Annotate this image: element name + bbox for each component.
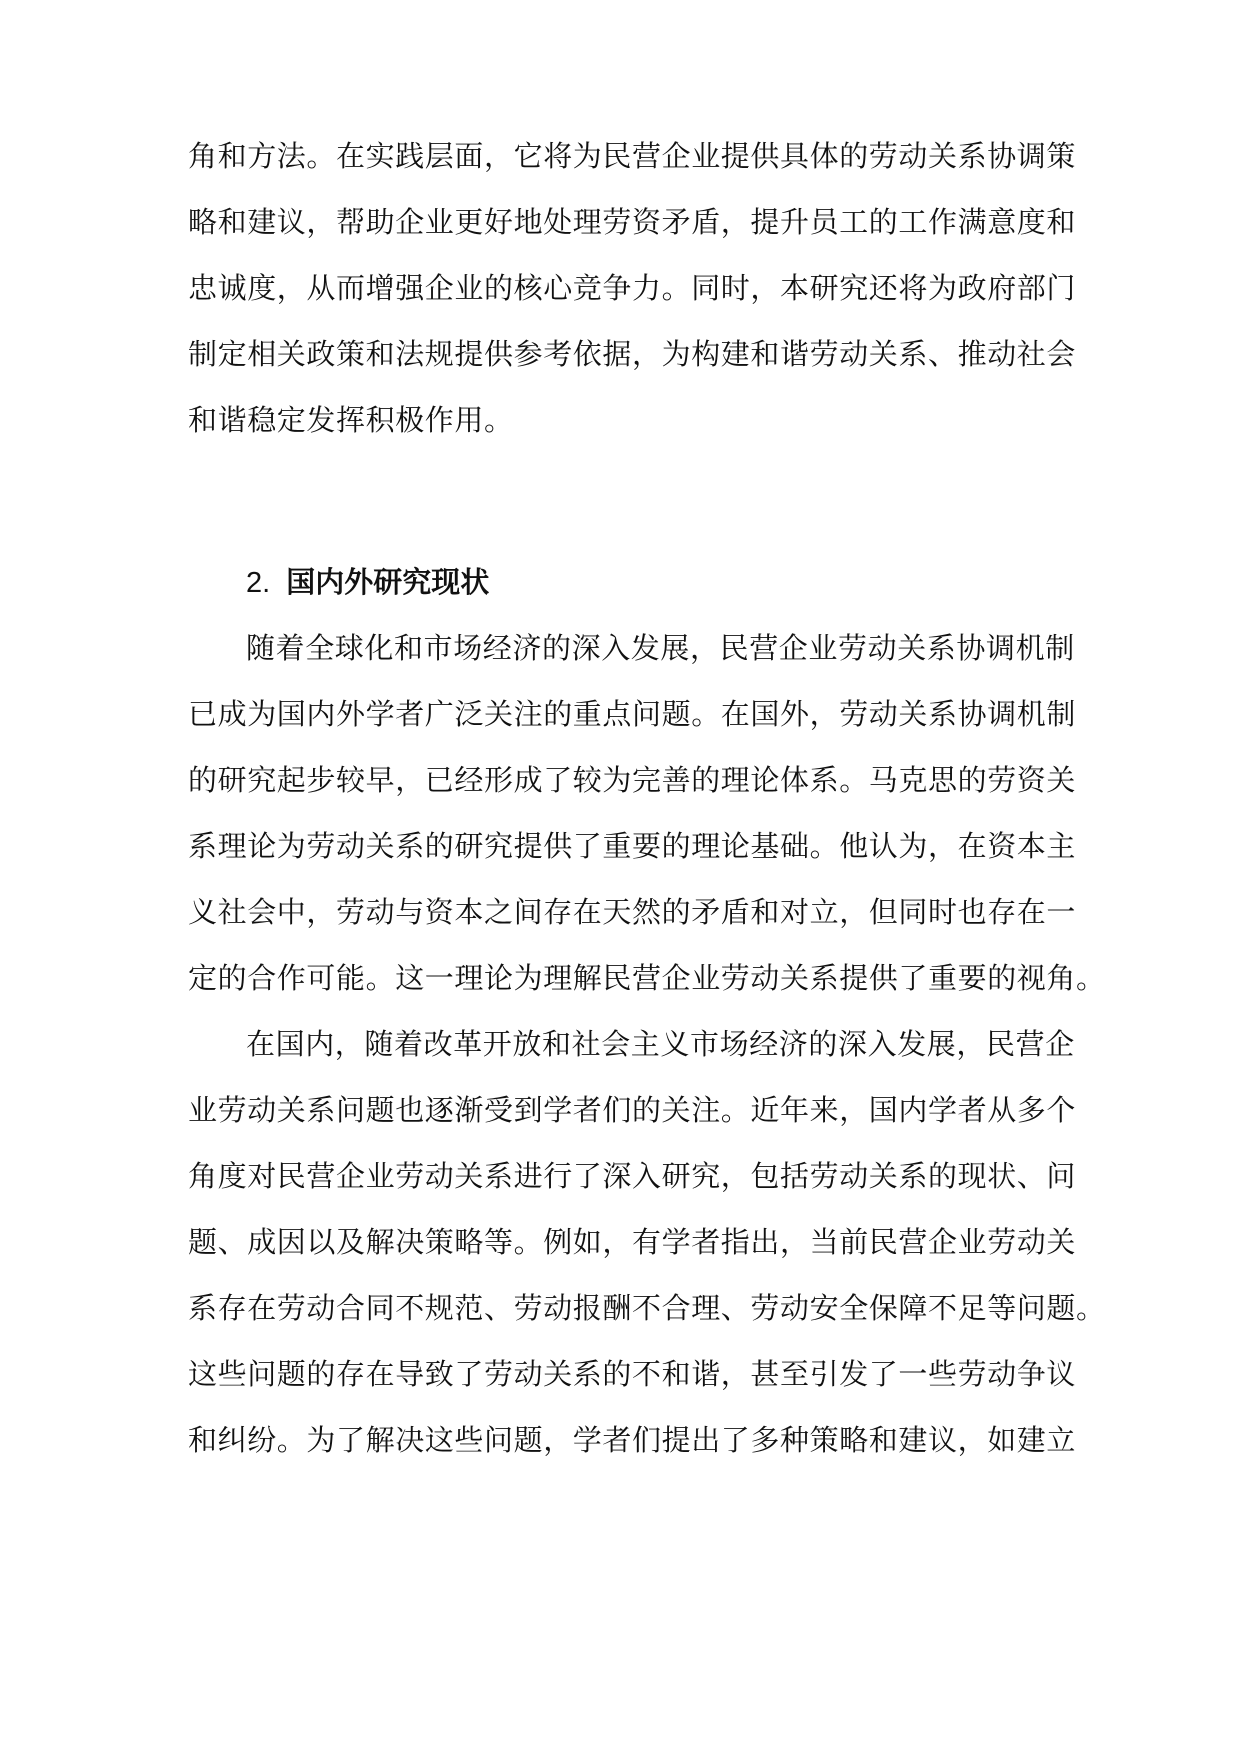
text-line: 题、成因以及解决策略等。例如，有学者指出，当前民营企业劳动关 bbox=[188, 1225, 1077, 1259]
text-line: 制定相关政策和法规提供参考依据，为构建和谐劳动关系、推动社会 bbox=[188, 337, 1077, 371]
text-line: 随着全球化和市场经济的深入发展，民营企业劳动关系协调机制 bbox=[246, 631, 1075, 665]
text-line: 这些问题的存在导致了劳动关系的不和谐，甚至引发了一些劳动争议 bbox=[188, 1357, 1077, 1391]
text-line: 和谐稳定发挥积极作用。 bbox=[188, 403, 514, 437]
text-line: 略和建议，帮助企业更好地处理劳资矛盾，提升员工的工作满意度和 bbox=[188, 205, 1077, 239]
text-line: 业劳动关系问题也逐渐受到学者们的关注。近年来，国内学者从多个 bbox=[188, 1093, 1077, 1127]
section-heading bbox=[246, 562, 489, 603]
text-line: 已成为国内外学者广泛关注的重点问题。在国外，劳动关系协调机制 bbox=[188, 697, 1077, 731]
section-title: 国内外研究现状 bbox=[286, 565, 490, 599]
text-line: 角和方法。在实践层面，它将为民营企业提供具体的劳动关系协调策 bbox=[188, 139, 1077, 173]
text-line: 义社会中，劳动与资本之间存在天然的矛盾和对立，但同时也存在一 bbox=[188, 895, 1077, 929]
text-line: 定的合作可能。这一理论为理解民营企业劳动关系提供了重要的视角。 bbox=[188, 961, 1106, 995]
text-line: 系理论为劳动关系的研究提供了重要的理论基础。他认为，在资本主 bbox=[188, 829, 1077, 863]
section-number: 2. bbox=[246, 567, 271, 599]
text-line: 角度对民营企业劳动关系进行了深入研究，包括劳动关系的现状、问 bbox=[188, 1159, 1077, 1193]
text-line: 和纠纷。为了解决这些问题，学者们提出了多种策略和建议，如建立 bbox=[188, 1423, 1077, 1457]
text-line: 的研究起步较早，已经形成了较为完善的理论体系。马克思的劳资关 bbox=[188, 763, 1077, 797]
text-line: 忠诚度，从而增强企业的核心竞争力。同时，本研究还将为政府部门 bbox=[188, 271, 1077, 305]
text-line: 系存在劳动合同不规范、劳动报酬不合理、劳动安全保障不足等问题。 bbox=[188, 1291, 1106, 1325]
text-line: 在国内，随着改革开放和社会主义市场经济的深入发展，民营企 bbox=[246, 1027, 1075, 1061]
